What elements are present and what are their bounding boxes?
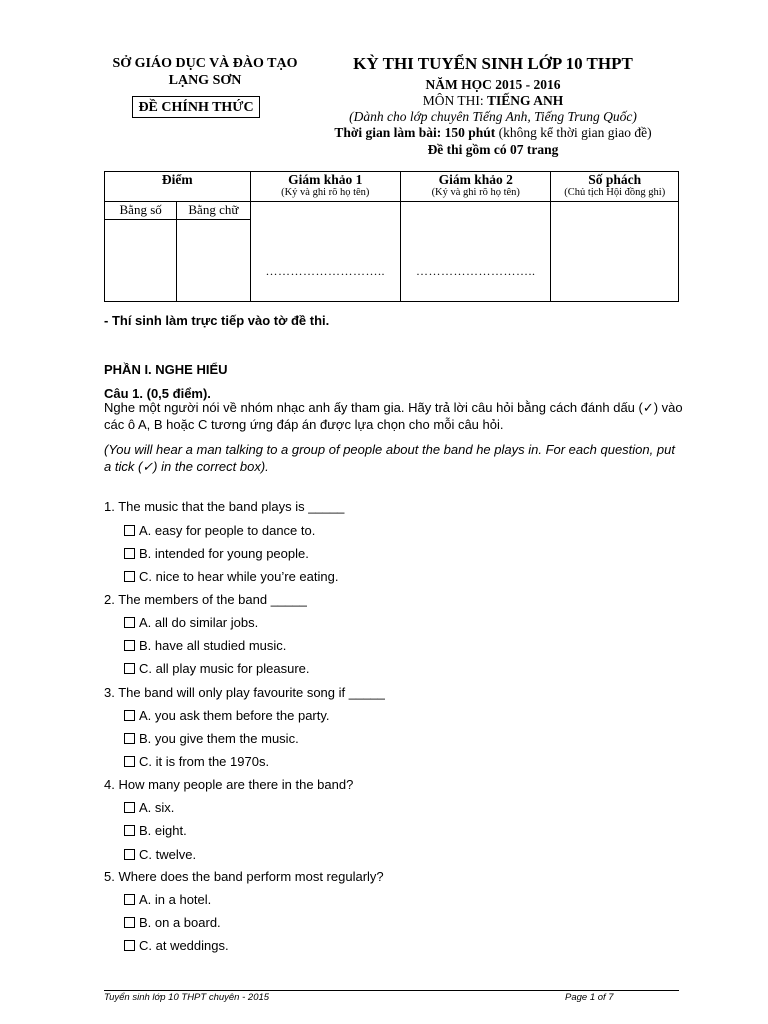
serial-sublabel: (Chủ tịch Hội đồng ghi) (564, 187, 666, 198)
checkbox-icon[interactable] (124, 525, 135, 536)
instruction-english: (You will hear a man talking to a group of people about the band he plays in. For each question, put a tick (✓) in the correct box). (104, 442, 675, 474)
checkbox-icon[interactable] (124, 617, 135, 628)
option-5b[interactable]: B. on a board. (124, 915, 221, 931)
exam-duration (318, 125, 668, 141)
checkbox-icon[interactable] (124, 802, 135, 813)
examiner2-signature-cell[interactable] (401, 202, 551, 302)
option-2a[interactable]: A. all do similar jobs. (124, 615, 258, 631)
footer-divider (104, 990, 679, 991)
checkbox-icon[interactable] (124, 663, 135, 674)
score-numeric-label: Bằng số (119, 202, 162, 217)
checkbox-icon[interactable] (124, 917, 135, 928)
department-name: SỞ GIÁO DỤC VÀ ĐÀO TẠO (112, 56, 298, 71)
score-table (104, 171, 679, 302)
option-4b[interactable]: B. eight. (124, 823, 187, 839)
option-3c[interactable]: C. it is from the 1970s. (124, 754, 269, 770)
official-exam-badge: ĐỀ CHÍNH THỨC (132, 96, 260, 118)
question-5: 5. Where does the band perform most regularly? (104, 869, 384, 884)
examiner2-sublabel: (Ký và ghi rõ họ tên) (431, 187, 520, 198)
checkbox-icon[interactable] (124, 849, 135, 860)
score-numeric-header (105, 202, 177, 220)
option-1a[interactable]: A. easy for people to dance to. (124, 523, 315, 539)
serial-cell[interactable] (551, 202, 679, 302)
option-3a[interactable]: A. you ask them before the party. (124, 708, 330, 724)
duration-note: (không kể thời gian giao đề) (495, 125, 652, 140)
examiner1-signature-cell[interactable] (250, 202, 400, 302)
checkbox-icon[interactable] (124, 733, 135, 744)
score-header-label: Điểm (161, 172, 193, 187)
checkbox-icon[interactable] (124, 710, 135, 721)
score-words-header (177, 202, 250, 220)
question-heading: Câu 1. (0,5 điểm). (104, 386, 211, 401)
serial-header (551, 172, 679, 202)
examiner2-label: Giám khảo 2 (438, 172, 513, 187)
option-2b[interactable]: B. have all studied music. (124, 638, 286, 654)
checkbox-icon[interactable] (124, 640, 135, 651)
checkbox-icon[interactable] (124, 825, 135, 836)
page-number: Page 1 of 7 (565, 992, 614, 1003)
school-year: NĂM HỌC 2015 - 2016 (425, 77, 561, 92)
score-numeric-cell[interactable] (105, 220, 177, 302)
option-5a[interactable]: A. in a hotel. (124, 892, 211, 908)
question-3: 3. The band will only play favourite song if _____ (104, 685, 385, 700)
score-words-label: Bằng chữ (188, 202, 239, 217)
section-title: PHẦN I. NGHE HIỂU (104, 362, 228, 377)
score-header (105, 172, 251, 202)
examiner1-label: Giám khảo 1 (288, 172, 363, 187)
candidate-note: - Thí sinh làm trực tiếp vào tờ đề thi. (104, 313, 330, 328)
page-count: Đề thi gồm có 07 trang (427, 142, 559, 157)
target-classes: (Dành cho lớp chuyên Tiếng Anh, Tiếng Trung Quốc) (349, 109, 637, 124)
option-1b[interactable]: B. intended for young people. (124, 546, 309, 562)
question-2: 2. The members of the band _____ (104, 592, 307, 607)
examiner2-header (401, 172, 551, 202)
footer-title: Tuyển sinh lớp 10 THPT chuyên - 2015 (104, 992, 270, 1003)
question-1: 1. The music that the band plays is _____ (104, 499, 345, 514)
examiner1-sublabel: (Ký và ghi rõ họ tên) (281, 187, 370, 198)
option-3b[interactable]: B. you give them the music. (124, 731, 299, 747)
checkbox-icon[interactable] (124, 756, 135, 767)
question-4: 4. How many people are there in the band? (104, 777, 354, 792)
exam-subject (318, 93, 668, 109)
checkbox-icon[interactable] (124, 571, 135, 582)
duration-label: Thời gian làm bài: 150 phút (334, 125, 496, 140)
option-5c[interactable]: C. at weddings. (124, 938, 229, 954)
subject-label: MÔN THI: (422, 93, 488, 108)
examiner1-header (250, 172, 400, 202)
province-name: LẠNG SƠN (168, 73, 242, 88)
examiner2-signature-line: ……………………….. (415, 264, 536, 278)
option-2c[interactable]: C. all play music for pleasure. (124, 661, 310, 677)
serial-label: Số phách (588, 172, 642, 187)
examiner1-signature-line: ……………………….. (265, 264, 385, 278)
score-words-cell[interactable] (177, 220, 250, 302)
checkbox-icon[interactable] (124, 548, 135, 559)
checkbox-icon[interactable] (124, 894, 135, 905)
checkbox-icon[interactable] (124, 940, 135, 951)
instruction-vietnamese: Nghe một người nói về nhóm nhạc anh ấy tham gia. Hãy trả lời câu hỏi bằng cách đánh dấu (✓) vào các ô A, B hoặc C tương ứng đáp án được lựa chọn cho mỗi câu hỏi. (104, 400, 683, 432)
exam-title: KỲ THI TUYỂN SINH LỚP 10 THPT (353, 54, 633, 73)
subject-value: TIẾNG ANH (487, 93, 564, 108)
option-4c[interactable]: C. twelve. (124, 847, 196, 863)
option-1c[interactable]: C. nice to hear while you’re eating. (124, 569, 338, 585)
option-4a[interactable]: A. six. (124, 800, 174, 816)
